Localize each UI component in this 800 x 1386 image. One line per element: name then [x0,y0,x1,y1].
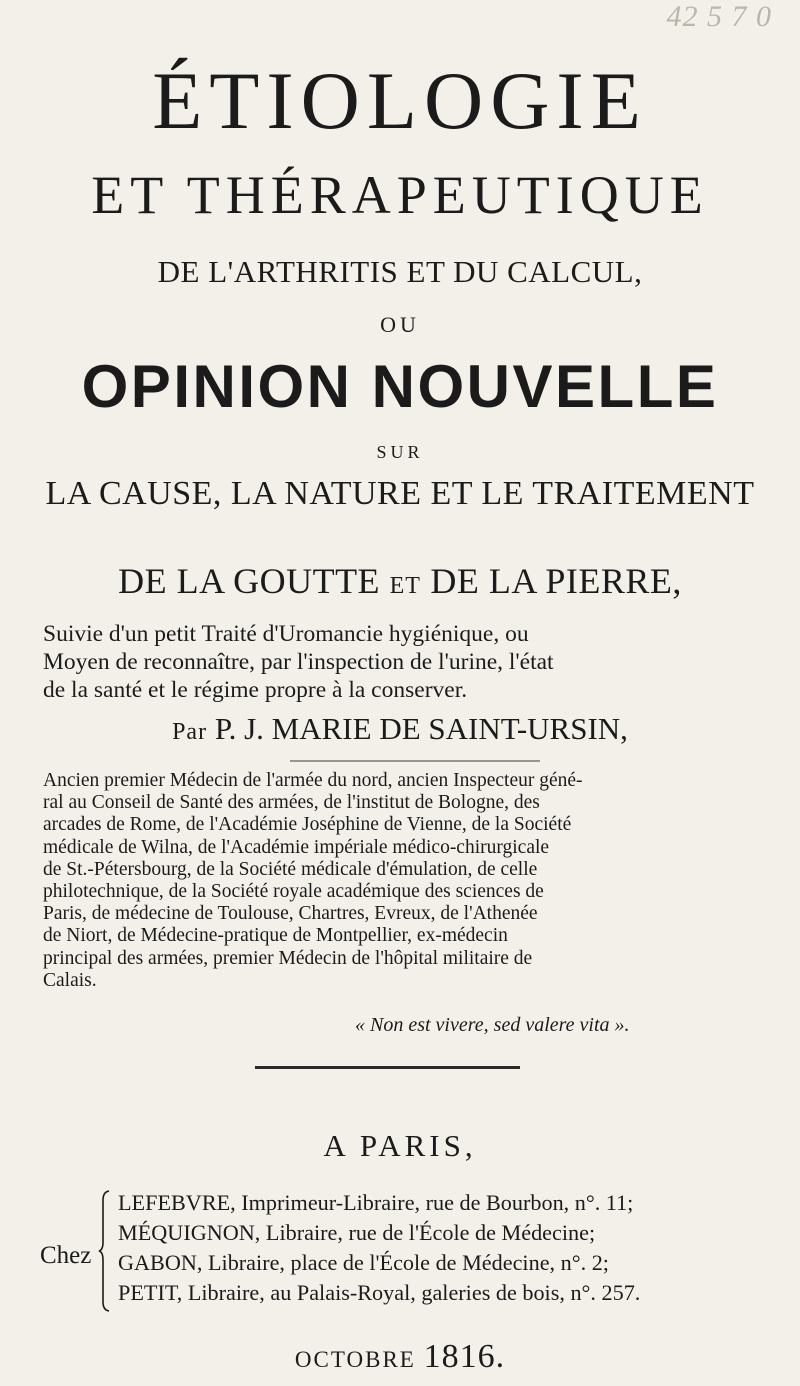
title-line-7: LA CAUSE, LA NATURE ET LE TRAITEMENT [45,475,755,512]
title-line-2: ET THÉRAPEUTIQUE [91,165,709,225]
credentials-line: médicale de Wilna, de l'Académie impériale médico-chirurgicale [43,836,550,858]
title-line-8-a: DE LA GOUTTE [118,561,381,601]
date-year: 1816. [423,1338,506,1375]
ornamental-rule [255,1066,520,1069]
catalog-mark: 42 5 7 0 [666,0,772,33]
subtitle-line: de la santé et le régime propre à la conserver. [43,677,468,703]
byline-par: Par [172,719,208,745]
title-line-8-b: DE LA PIERRE, [430,561,682,601]
subtitle-line: Moyen de reconnaître, par l'inspection de l'urine, l'état [43,649,554,675]
curly-brace-icon [98,1190,110,1312]
credentials-line: Calais. [43,969,97,991]
imprint-chez: Chez [40,1242,92,1269]
credentials-line: ral au Conseil de Santé des armées, de l'institut de Bologne, des [43,792,540,814]
author-name: P. J. MARIE DE SAINT-URSIN, [214,711,628,746]
author-byline [0,713,800,744]
publisher-list [118,1188,640,1308]
publisher-entry: LEFEBVRE, Imprimeur-Libraire, rue de Bourbon, n°. 11; [118,1190,634,1215]
publisher-entry: MÉQUIGNON, Libraire, rue de l'École de Médecine; [118,1220,596,1245]
title-line-8 [0,563,800,599]
date-month: OCTOBRE [294,1347,416,1372]
divider-rule [290,760,540,762]
title-line-8-et: ET [389,573,421,599]
imprint-city: A PARIS, [323,1128,477,1163]
title-line-3: DE L'ARTHRITIS ET DU CALCUL, [157,254,643,289]
title-line-6: SUR [376,442,424,462]
publication-date [0,1340,800,1374]
credentials-line: Ancien premier Médecin de l'armée du nord, ancien Inspecteur géné- [43,770,583,791]
author-credentials [43,770,757,992]
credentials-line: Paris, de médecine de Toulouse, Chartres, Evreux, de l'Athenée [43,903,538,925]
credentials-line: principal des armées, premier Médecin de l'hôpital militaire de [43,947,533,969]
publisher-entry: GABON, Libraire, place de l'École de Médecine, n°. 2; [118,1250,609,1275]
credentials-line: arcades de Rome, de l'Académie Joséphine de Vienne, de la Société [43,814,572,836]
subtitle [43,620,763,704]
credentials-line: de St.-Pétersbourg, de la Société médicale d'émulation, de celle [43,858,538,880]
title-line-1: ÉTIOLOGIE [152,55,648,146]
subtitle-line: Suivie d'un petit Traité d'Uromancie hygiénique, ou [43,621,529,647]
credentials-line: de Niort, de Médecine-pratique de Montpellier, ex-médecin [43,925,508,947]
latin-motto: « Non est vivere, sed valere vita ». [355,1014,630,1036]
credentials-line: philotechnique, de la Société royale académique des sciences de [43,881,544,903]
title-line-4: OU [380,312,420,337]
publisher-entry: PETIT, Libraire, au Palais-Royal, galeries de bois, n°. 257. [118,1280,641,1305]
title-line-5: OPINION NOUVELLE [81,353,719,420]
